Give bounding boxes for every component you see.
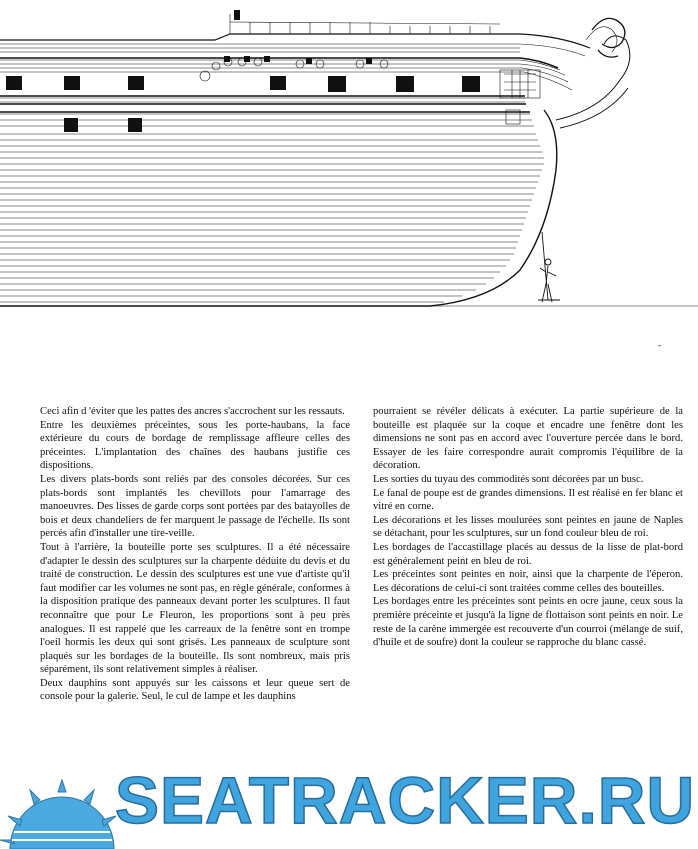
paragraph: Deux dauphins sont appuyés sur les caissons et leur queue sert de console pour la galerie. Seul, le cul de lampe et les dauphins bbox=[40, 677, 350, 703]
watermark-text: SEATRACKER.RU bbox=[115, 765, 696, 835]
paragraph: Les décorations et les lisses moulurées sont peintes en jaune de Naples se détachant, pour les sculptures, sur un fond couleur bleu de roi. bbox=[373, 514, 683, 540]
paragraph: Les bordages de l'accastillage placés au dessus de la lisse de plat-bord est généralement peint en bleu de roi. bbox=[373, 541, 683, 567]
rail-stanchions bbox=[230, 14, 500, 34]
paragraph: Le fanal de poupe est de grandes dimensions. Il est réalisé en fer blanc et vitré en corne. bbox=[373, 487, 683, 513]
paragraph: Tout à l'arrière, la bouteille porte ses sculptures. Il a été nécessaire d'adapter le dessin des sculptures sur la charpente déduite du devis et du traité de construction. Le dessin des sculptures est une vue d'artiste qu'il faut modifier car les volumes ne sont pas, en règle générale, conformes à la disposition pratique des panneaux devant porter les sculptures. Il faut reconnaître que pour Le Fleuron, les proportions sont à peu près analogues. Il est rappelé que les carreaux de la fenêtre sont en trompe l'oeil hormis les deux qui sont grisés. Les panneaux de sculpture sont plaqués sur les bordages de la bouteille. Ils sont nombreux, mais pris séparément, ils sont relativement simples à réaliser. bbox=[40, 541, 350, 676]
stray-mark: - bbox=[658, 340, 661, 350]
text-column-right bbox=[373, 405, 683, 650]
paragraph: Entre les deuxièmes préceintes, sous les porte-haubans, la face extérieure du cours de bordage de remplissage affleure celles des préceintes. L'implantation des chaînes des haubans justifie ces dispositions. bbox=[40, 419, 350, 472]
stern-sculpture bbox=[592, 18, 625, 57]
rail-blocks bbox=[224, 10, 372, 64]
paragraph: Les préceintes sont peintes en noir, ainsi que la charpente de l'éperon. Les décorations de celui-ci sont traitées comme celles des bouteilles. bbox=[373, 569, 683, 594]
paragraph: Les divers plats-bords sont reliés par des consoles décorées. Sur ces plats-bords sont implantés les chevillots pour l'amarrage des manoeuvres. Des lisses de garde corps sont portées par des batayolles de bois et deux chandeliers de fer marquent le passage de l'échelle. Ils sont percés afin d'installer une tire-veille. bbox=[40, 473, 350, 540]
text-column-left bbox=[40, 405, 350, 704]
scale-figure bbox=[538, 232, 560, 302]
paragraph: Ceci afin d 'éviter que les pattes des ancres s'accrochent sur les ressauts. bbox=[40, 406, 345, 417]
ship-stern-drawing bbox=[0, 0, 698, 320]
paragraph: Les bordages entre les préceintes sont peints en ocre jaune, ceux sous la première préceinte et jusqu'à la ligne de flottaison sont peints en noir. Le reste de la carène immergée est recouverte d'un courroi (mélange de suif, d'huile et de soufre) dont la couleur se rapproche du blanc cassé. bbox=[373, 596, 683, 649]
paragraph: Les sorties du tuyau des commodités sont décorées par un busc. bbox=[373, 473, 644, 485]
stern-outline bbox=[0, 110, 557, 306]
paragraph: pourraient se révéler délicats à exécuter. La partie supérieure de la bouteille est plaquée sur la coque et encadre une fenêtre dont les dimensions ne sont pas en accord avec l'ouverture percée dans le bord. Essayer de les faire correspondre aurait compromis l'équilibre de la décoration. bbox=[373, 406, 683, 472]
sun-icon bbox=[0, 780, 116, 849]
